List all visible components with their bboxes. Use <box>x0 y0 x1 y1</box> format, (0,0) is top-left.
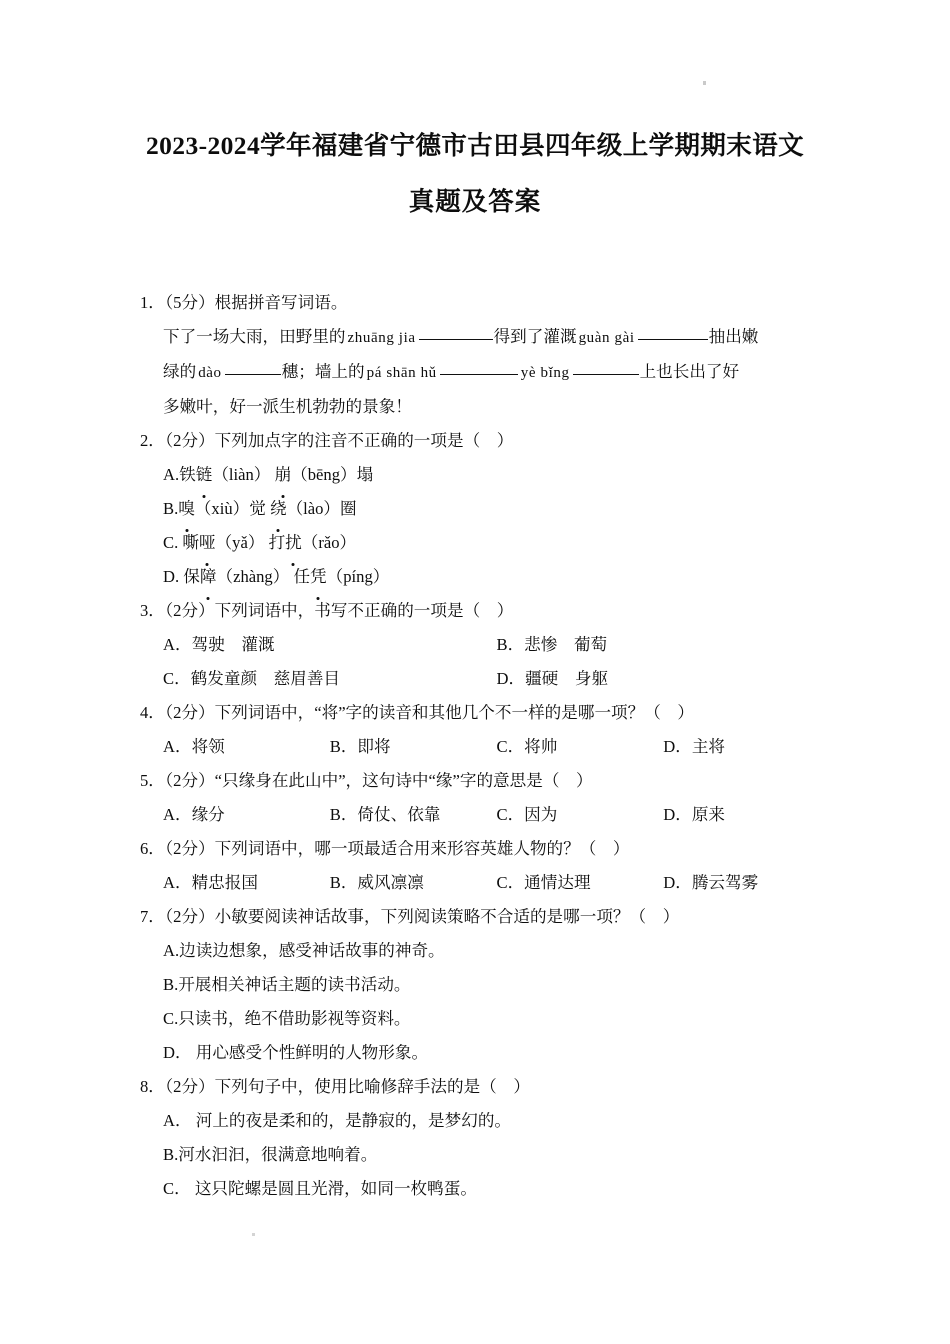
option-B[interactable] <box>497 628 831 662</box>
question-points: （2分） <box>164 907 215 926</box>
question-points: （2分） <box>164 1077 215 1096</box>
title-line-2: 真题及答案 <box>408 187 542 216</box>
question-stem <box>140 764 830 798</box>
question-8 <box>140 1070 830 1206</box>
scan-artifact-top <box>703 81 706 85</box>
option-D[interactable] <box>663 730 830 764</box>
question-text: 小敏要阅读神话故事，下列阅读策略不合适的是哪一项？ （ ） <box>215 907 680 926</box>
option-B[interactable] <box>163 1138 830 1172</box>
option-label: D． <box>663 873 692 892</box>
option-text: 开展相关神话主题的读书活动。 <box>178 975 411 994</box>
option-row <box>163 798 830 832</box>
option-label: B. <box>163 1145 179 1164</box>
question-stem <box>140 286 830 320</box>
option-C[interactable] <box>163 1172 830 1206</box>
question-text: 根据拼音写词语。 <box>214 293 348 312</box>
option-label: C． <box>163 669 191 688</box>
han-text: 得到了灌溉 <box>493 327 577 346</box>
questions-list <box>140 286 830 1206</box>
fill-in-blank[interactable] <box>573 374 639 375</box>
question-text: “只缘身在此山中”，这句诗中“缘”字的意思是 （ ） <box>215 771 593 790</box>
option-label: C． <box>163 1179 191 1198</box>
pinyin-text: guàn gài <box>578 330 635 346</box>
option-text: 原来 <box>691 805 726 824</box>
option-D[interactable] <box>163 560 830 594</box>
option-D[interactable] <box>497 662 831 696</box>
option-C[interactable] <box>497 798 664 832</box>
question-number: 8． <box>140 1077 165 1096</box>
han-text: 抽出嫩 <box>708 327 759 346</box>
option-label: C． <box>496 805 525 824</box>
option-text: 悲惨 葡萄 <box>524 635 608 654</box>
fill-in-blank[interactable] <box>419 339 493 340</box>
option-A[interactable] <box>163 628 497 662</box>
question-6 <box>140 832 830 900</box>
han-text: 下了一场大雨，田野里的 <box>163 327 346 346</box>
option-B[interactable] <box>330 866 497 900</box>
option-C[interactable] <box>163 662 497 696</box>
option-label: B． <box>496 635 525 654</box>
question-text: 下列词语中，书写不正确的一项是 （ ） <box>215 601 514 620</box>
option-B[interactable] <box>330 798 497 832</box>
option-label: D． <box>663 737 692 756</box>
emphasis-dot-char: 绕 <box>270 492 287 526</box>
question-body <box>140 320 830 424</box>
question-body <box>140 1104 830 1206</box>
question-stem <box>140 1070 830 1104</box>
option-label: D. <box>163 567 180 586</box>
question-7 <box>140 900 830 1070</box>
option-text: （rǎo） <box>301 533 357 552</box>
question-text: 下列加点字的注音不正确的一项是 （ ） <box>215 431 514 450</box>
option-label: A. <box>163 465 180 484</box>
question-number: 3． <box>140 601 165 620</box>
question-body <box>140 798 830 832</box>
option-text: （yǎ） <box>215 533 265 552</box>
han-text: 穗；墙上的 <box>281 362 365 381</box>
question-line <box>163 390 830 424</box>
option-text: 这只陀螺是圆且光滑，如同一枚鸭蛋。 <box>190 1179 477 1198</box>
option-text: 腾云驾雾 <box>691 873 759 892</box>
emphasis-dot-char: 障 <box>200 560 217 594</box>
title-line-1: 2023-2024学年福建省宁德市古田县四年级上学期期末语文 <box>146 131 804 160</box>
pinyin-text: yè bǐng <box>520 365 570 381</box>
question-number: 7． <box>140 907 165 926</box>
question-number: 6． <box>140 839 165 858</box>
option-A[interactable] <box>163 798 330 832</box>
option-D[interactable] <box>663 798 830 832</box>
option-label: A． <box>163 1111 192 1130</box>
option-text: 驾驶 灌溉 <box>191 635 275 654</box>
option-text: （zhàng） <box>216 567 290 586</box>
option-label: A． <box>163 635 192 654</box>
option-C[interactable] <box>497 730 664 764</box>
option-text: 将领 <box>191 737 225 756</box>
option-row <box>163 662 830 696</box>
option-label: C. <box>163 1009 179 1028</box>
question-number: 5． <box>140 771 165 790</box>
question-text: 下列句子中，使用比喻修辞手法的是 （ ） <box>215 1077 530 1096</box>
option-label: B． <box>329 737 358 756</box>
question-stem <box>140 594 830 628</box>
scan-artifact-bottom <box>252 1233 255 1236</box>
option-B[interactable] <box>330 730 497 764</box>
option-text: 倚仗、依靠 <box>357 805 441 824</box>
question-points: （2分） <box>164 703 215 722</box>
option-A[interactable] <box>163 934 830 968</box>
option-A[interactable] <box>163 458 830 492</box>
pinyin-text: zhuāng jia <box>347 330 416 346</box>
question-stem <box>140 424 830 458</box>
question-number: 4． <box>140 703 165 722</box>
option-label: A． <box>163 737 192 756</box>
option-text: 用心感受个性鲜明的人物形象。 <box>191 1043 429 1062</box>
option-text: 即将 <box>357 737 391 756</box>
question-line <box>163 355 830 390</box>
option-C[interactable] <box>163 1002 830 1036</box>
option-label: D． <box>496 669 526 688</box>
option-label: B. <box>163 975 179 994</box>
fill-in-blank[interactable] <box>638 339 708 340</box>
option-B[interactable] <box>163 968 830 1002</box>
question-points: （2分） <box>164 431 215 450</box>
han-text: 上也长出了好 <box>639 362 740 381</box>
option-label: C． <box>496 737 525 756</box>
option-text: 疆硬 身躯 <box>525 669 609 688</box>
option-A[interactable] <box>163 730 330 764</box>
emphasis-dot-char: 哑 <box>199 526 216 560</box>
option-text: 保 <box>179 567 200 586</box>
option-text: 打 <box>268 533 286 552</box>
option-text: （bēng）塌 <box>291 465 374 484</box>
question-text: 下列词语中，哪一项最适合用来形容英雄人物的？ （ ） <box>215 839 630 858</box>
option-text: 缘分 <box>191 805 225 824</box>
emphasis-dot-char: 凭 <box>310 560 327 594</box>
option-B[interactable] <box>163 492 830 526</box>
option-label: B． <box>329 805 358 824</box>
question-stem <box>140 832 830 866</box>
question-5 <box>140 764 830 832</box>
option-text: 边读边想象，感受神话故事的神奇。 <box>179 941 445 960</box>
option-label: D． <box>663 805 692 824</box>
pinyin-text: dào <box>198 365 222 381</box>
option-text: 威风凛凛 <box>357 873 424 892</box>
emphasis-dot-char: 崩 <box>275 458 292 492</box>
option-D[interactable] <box>663 866 830 900</box>
option-label: B. <box>163 499 179 518</box>
option-text: （lào）圈 <box>286 499 357 518</box>
option-A[interactable] <box>163 866 330 900</box>
option-text: （liàn） <box>212 465 271 484</box>
option-text: 河水汩汩，很满意地响着。 <box>178 1145 378 1164</box>
option-C[interactable] <box>163 526 830 560</box>
question-points: （2分） <box>164 771 215 790</box>
question-points: （2分） <box>164 839 215 858</box>
option-text: 任 <box>293 567 311 586</box>
option-label: A． <box>163 805 192 824</box>
option-text: 精忠报国 <box>191 873 258 892</box>
question-body <box>140 866 830 900</box>
emphasis-dot-char: 嗅 <box>178 492 195 526</box>
option-label: C． <box>496 873 525 892</box>
han-text: 多嫩叶，好一派生机勃勃的景象！ <box>163 397 412 416</box>
option-label: B． <box>329 873 358 892</box>
question-points: （2分） <box>164 601 215 620</box>
option-label: A． <box>163 873 192 892</box>
option-text: 铁 <box>179 465 196 484</box>
question-stem <box>140 696 830 730</box>
question-4 <box>140 696 830 764</box>
fill-in-blank[interactable] <box>225 374 281 375</box>
option-label: C. <box>163 533 179 552</box>
option-text: 只读书，绝不借助影视等资料。 <box>178 1009 411 1028</box>
question-line <box>163 320 830 355</box>
option-text: 通情达理 <box>524 873 591 892</box>
question-body <box>140 628 830 696</box>
question-1 <box>140 286 830 424</box>
question-points: （5分） <box>164 293 215 312</box>
option-text: （xiù）觉 <box>194 499 266 518</box>
fill-in-blank[interactable] <box>440 374 518 375</box>
option-text: 因为 <box>524 805 558 824</box>
option-label: D． <box>163 1043 192 1062</box>
option-text: 嘶 <box>178 533 199 552</box>
option-A[interactable] <box>163 1104 830 1138</box>
option-text: 鹤发童颜 慈眉善目 <box>190 669 341 688</box>
han-text: 绿的 <box>163 362 197 381</box>
question-body <box>140 458 830 594</box>
question-number: 2． <box>140 431 165 450</box>
option-text: 主将 <box>691 737 726 756</box>
emphasis-dot-char: 扰 <box>285 526 302 560</box>
question-body <box>140 730 830 764</box>
emphasis-dot-char: 链 <box>196 458 213 492</box>
option-label: A. <box>163 941 180 960</box>
page-title <box>120 118 830 230</box>
option-D[interactable] <box>163 1036 830 1070</box>
option-row <box>163 628 830 662</box>
option-row <box>163 866 830 900</box>
option-row <box>163 730 830 764</box>
question-body <box>140 934 830 1070</box>
question-number: 1． <box>140 293 165 312</box>
question-stem <box>140 900 830 934</box>
pinyin-text: pá shān hǔ <box>366 365 437 381</box>
option-C[interactable] <box>497 866 664 900</box>
option-text: （píng） <box>326 567 390 586</box>
question-text: 下列词语中，“将”字的读音和其他几个不一样的是哪一项？ （ ） <box>215 703 694 722</box>
option-text: 将帅 <box>524 737 558 756</box>
option-text: 河上的夜是柔和的，是静寂的，是梦幻的。 <box>191 1111 512 1130</box>
question-3 <box>140 594 830 696</box>
question-2 <box>140 424 830 594</box>
